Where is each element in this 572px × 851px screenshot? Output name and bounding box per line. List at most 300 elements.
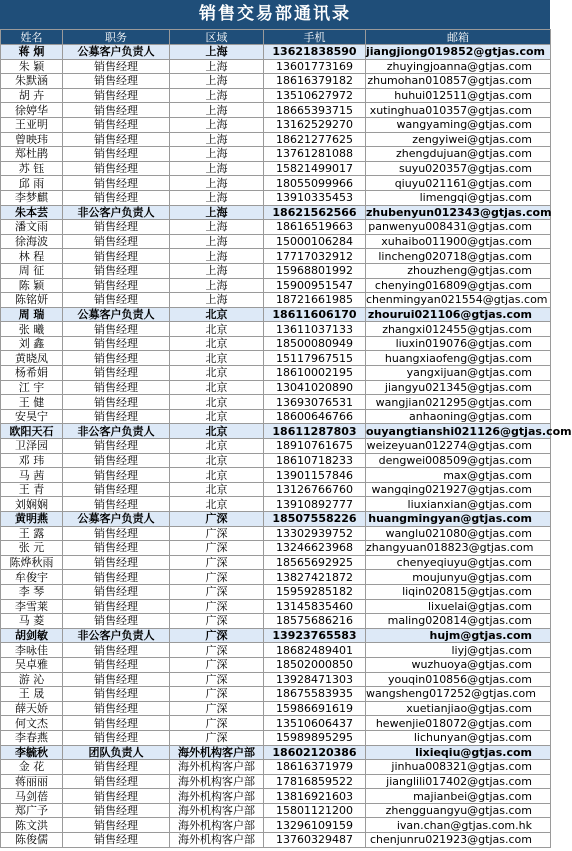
- cell-phone: 15968801992: [264, 263, 366, 278]
- table-row: [1, 220, 551, 235]
- cell-email[interactable]: wangyaming@gtjas.com: [366, 117, 551, 132]
- table-row: [1, 409, 551, 424]
- cell-name: 王 健: [1, 395, 63, 410]
- cell-email[interactable]: ivan.chan@gtjas.com.hk: [366, 818, 551, 833]
- table-row: [1, 774, 551, 789]
- cell-name: 马剑蓓: [1, 789, 63, 804]
- cell-email[interactable]: zhengguangyu@gtjas.com: [366, 803, 551, 818]
- cell-email[interactable]: zhumohan010857@gtjas.com: [366, 74, 551, 89]
- header-name: 姓名: [1, 30, 63, 45]
- cell-name: 王 青: [1, 482, 63, 497]
- cell-email[interactable]: wuzhuoya@gtjas.com: [366, 657, 551, 672]
- cell-title: 销售经理: [63, 584, 170, 599]
- cell-phone: 13827421872: [264, 570, 366, 585]
- header-email: 邮箱: [366, 30, 551, 45]
- cell-name: 陈 颖: [1, 278, 63, 293]
- cell-name: 李咏佳: [1, 643, 63, 658]
- table-row: [1, 789, 551, 804]
- cell-name: 曾映玮: [1, 132, 63, 147]
- cell-phone: 18621562566: [264, 205, 366, 220]
- cell-region: 上海: [170, 190, 264, 205]
- cell-title: 公募客户负责人: [63, 307, 170, 322]
- cell-email[interactable]: maling020814@gtjas.com: [366, 614, 551, 629]
- cell-region: 北京: [170, 322, 264, 337]
- cell-email[interactable]: chenmingyan021554@gtjas.com: [366, 293, 551, 308]
- cell-region: 上海: [170, 263, 264, 278]
- cell-title: 销售经理: [63, 220, 170, 235]
- table-row: [1, 351, 551, 366]
- cell-email[interactable]: zhubenyun012343@gtjas.com: [366, 205, 552, 219]
- cell-email[interactable]: chenyeqiuyu@gtjas.com: [366, 555, 551, 570]
- cell-phone: 13910892777: [264, 497, 366, 512]
- cell-title: 非公客户负责人: [63, 424, 170, 439]
- table-row: [1, 570, 551, 585]
- cell-title: 销售经理: [63, 322, 170, 337]
- cell-email[interactable]: liqin020815@gtjas.com: [366, 584, 551, 599]
- cell-title: 销售经理: [63, 351, 170, 366]
- cell-name: 陈烨秋雨: [1, 555, 63, 570]
- cell-name: 朱本芸: [1, 205, 63, 220]
- cell-region: 广深: [170, 526, 264, 541]
- cell-region: 广深: [170, 599, 264, 614]
- cell-phone: 18616371979: [264, 760, 366, 775]
- cell-email[interactable]: xuetianjiao@gtjas.com: [366, 701, 551, 716]
- cell-email[interactable]: zhourui021106@gtjas.com: [366, 307, 551, 322]
- cell-region: 北京: [170, 497, 264, 512]
- cell-name: 马 菱: [1, 614, 63, 629]
- table-row: [1, 818, 551, 833]
- cell-email[interactable]: lichunyan@gtjas.com: [366, 730, 551, 745]
- cell-region: 广深: [170, 730, 264, 745]
- cell-region: 上海: [170, 176, 264, 191]
- cell-name: 吴卓雅: [1, 657, 63, 672]
- cell-name: 李毓秋: [1, 745, 63, 760]
- cell-name: 蒋 炯: [1, 45, 63, 60]
- cell-title: 销售经理: [63, 88, 170, 103]
- cell-phone: 18610002195: [264, 366, 366, 381]
- cell-phone: 13302939752: [264, 526, 366, 541]
- cell-email[interactable]: zhangyuan018823@gtjas.com: [366, 541, 551, 556]
- table-row: [1, 322, 551, 337]
- cell-region: 上海: [170, 147, 264, 162]
- cell-region: 北京: [170, 409, 264, 424]
- cell-region: 上海: [170, 249, 264, 264]
- cell-name: 李梦麒: [1, 190, 63, 205]
- cell-name: 周 征: [1, 263, 63, 278]
- cell-name: 陈铭妍: [1, 293, 63, 308]
- cell-email[interactable]: liuxianxian@gtjas.com: [366, 497, 551, 512]
- cell-region: 广深: [170, 570, 264, 585]
- table-row: [1, 205, 551, 220]
- cell-email[interactable]: lixieqiu@gtjas.com: [366, 745, 551, 760]
- cell-title: 销售经理: [63, 818, 170, 833]
- cell-name: 张 曦: [1, 322, 63, 337]
- cell-phone: 13246623968: [264, 541, 366, 556]
- cell-phone: 18611287803: [264, 424, 366, 439]
- cell-phone: 13601773169: [264, 59, 366, 74]
- table-row: [1, 468, 551, 483]
- table-row: [1, 278, 551, 293]
- cell-name: 徐婷华: [1, 103, 63, 118]
- table-row: [1, 628, 551, 643]
- cell-phone: 18616379182: [264, 74, 366, 89]
- cell-region: 上海: [170, 161, 264, 176]
- cell-title: 非公客户负责人: [63, 628, 170, 643]
- cell-region: 上海: [170, 59, 264, 74]
- cell-title: 销售经理: [63, 161, 170, 176]
- cell-email[interactable]: moujunyu@gtjas.com: [366, 570, 551, 585]
- cell-region: 广深: [170, 687, 264, 702]
- cell-title: 销售经理: [63, 103, 170, 118]
- cell-title: 公募客户负责人: [63, 512, 170, 527]
- table-row: [1, 395, 551, 410]
- contact-table: [0, 29, 572, 848]
- cell-region: 上海: [170, 117, 264, 132]
- cell-phone: 17717032912: [264, 249, 366, 264]
- cell-name: 杨希娟: [1, 366, 63, 381]
- cell-phone: 13910335453: [264, 190, 366, 205]
- cell-title: 销售经理: [63, 657, 170, 672]
- cell-name: 王 露: [1, 526, 63, 541]
- table-row: [1, 366, 551, 381]
- cell-email[interactable]: yangxijuan@gtjas.com: [366, 366, 551, 381]
- cell-email[interactable]: xutinghua010357@gtjas.com: [366, 103, 551, 118]
- cell-name: 朱 颖: [1, 59, 63, 74]
- cell-phone: 13510627972: [264, 88, 366, 103]
- cell-email[interactable]: suyu020357@gtjas.com: [366, 161, 551, 176]
- cell-email[interactable]: jiangyu021345@gtjas.com: [366, 380, 551, 395]
- cell-email[interactable]: wangsheng017252@gtjas.com: [366, 687, 551, 702]
- cell-name: 朱默涵: [1, 74, 63, 89]
- cell-region: 北京: [170, 439, 264, 454]
- cell-region: 海外机构客户部: [170, 818, 264, 833]
- cell-name: 邱 雨: [1, 176, 63, 191]
- cell-name: 李 琴: [1, 584, 63, 599]
- cell-region: 上海: [170, 205, 264, 220]
- cell-region: 上海: [170, 45, 264, 60]
- cell-phone: 18665393715: [264, 103, 366, 118]
- cell-title: 销售经理: [63, 570, 170, 585]
- cell-region: 上海: [170, 293, 264, 308]
- cell-title: 销售经理: [63, 132, 170, 147]
- cell-email[interactable]: liyj@gtjas.com: [366, 643, 551, 658]
- table-row: [1, 760, 551, 775]
- header-title: 职务: [63, 30, 170, 45]
- cell-email[interactable]: jinhua008321@gtjas.com: [366, 760, 551, 775]
- cell-phone: 17816859522: [264, 774, 366, 789]
- cell-title: 销售经理: [63, 263, 170, 278]
- cell-email[interactable]: limengqi@gtjas.com: [366, 190, 551, 205]
- cell-email[interactable]: wanglu021080@gtjas.com: [366, 526, 551, 541]
- cell-phone: 13041020890: [264, 380, 366, 395]
- table-row: [1, 424, 551, 439]
- cell-name: 苏 钰: [1, 161, 63, 176]
- cell-email[interactable]: dengwei008509@gtjas.com: [366, 453, 551, 468]
- cell-phone: 15989895295: [264, 730, 366, 745]
- cell-phone: 15117967515: [264, 351, 366, 366]
- cell-region: 广深: [170, 701, 264, 716]
- header-row: [1, 30, 551, 45]
- cell-email[interactable]: ouyangtianshi021126@gtjas.com: [366, 424, 572, 438]
- cell-region: 北京: [170, 482, 264, 497]
- cell-region: 北京: [170, 380, 264, 395]
- cell-region: 广深: [170, 643, 264, 658]
- cell-region: 广深: [170, 672, 264, 687]
- cell-region: 广深: [170, 541, 264, 556]
- cell-name: 刘娴娴: [1, 497, 63, 512]
- table-row: [1, 482, 551, 497]
- cell-region: 北京: [170, 395, 264, 410]
- cell-phone: 18602120386: [264, 745, 366, 760]
- table-row: [1, 293, 551, 308]
- cell-region: 海外机构客户部: [170, 745, 264, 760]
- cell-email[interactable]: zhangxi012455@gtjas.com: [366, 322, 551, 337]
- table-row: [1, 526, 551, 541]
- cell-name: 卫泽园: [1, 439, 63, 454]
- cell-email[interactable]: chenjunru021923@gtjas.com: [366, 833, 551, 848]
- cell-phone: 18611606170: [264, 307, 366, 322]
- cell-email[interactable]: wangqing021927@gtjas.com: [366, 482, 551, 497]
- cell-title: 销售经理: [63, 74, 170, 89]
- cell-region: 海外机构客户部: [170, 789, 264, 804]
- cell-title: 团队负责人: [63, 745, 170, 760]
- cell-region: 上海: [170, 103, 264, 118]
- cell-title: 销售经理: [63, 643, 170, 658]
- cell-region: 广深: [170, 555, 264, 570]
- cell-title: 销售经理: [63, 687, 170, 702]
- cell-email[interactable]: zhengdujuan@gtjas.com: [366, 147, 551, 162]
- cell-phone: 18502000850: [264, 657, 366, 672]
- table-row: [1, 45, 551, 60]
- table-row: [1, 59, 551, 74]
- cell-title: 销售经理: [63, 716, 170, 731]
- cell-name: 薛天娇: [1, 701, 63, 716]
- table-row: [1, 584, 551, 599]
- cell-phone: 18500080949: [264, 336, 366, 351]
- cell-name: 陈文洪: [1, 818, 63, 833]
- cell-title: 销售经理: [63, 366, 170, 381]
- cell-phone: 18682489401: [264, 643, 366, 658]
- cell-title: 销售经理: [63, 526, 170, 541]
- cell-phone: 13621838590: [264, 45, 366, 60]
- cell-name: 何文杰: [1, 716, 63, 731]
- cell-title: 销售经理: [63, 730, 170, 745]
- cell-name: 蒋丽丽: [1, 774, 63, 789]
- table-row: [1, 833, 551, 848]
- cell-phone: 13816921603: [264, 789, 366, 804]
- header-phone: 手机: [264, 30, 366, 45]
- table-row: [1, 234, 551, 249]
- cell-email[interactable]: xuhaibo011900@gtjas.com: [366, 234, 551, 249]
- table-row: [1, 117, 551, 132]
- cell-title: 销售经理: [63, 555, 170, 570]
- cell-email[interactable]: jiangjiong019852@gtjas.com: [366, 45, 551, 60]
- cell-title: 销售经理: [63, 789, 170, 804]
- cell-phone: 18675583935: [264, 687, 366, 702]
- cell-name: 黄明燕: [1, 512, 63, 527]
- cell-title: 公募客户负责人: [63, 45, 170, 60]
- cell-phone: 15821499017: [264, 161, 366, 176]
- cell-name: 张 元: [1, 541, 63, 556]
- cell-title: 销售经理: [63, 190, 170, 205]
- cell-title: 非公客户负责人: [63, 205, 170, 220]
- table-row: [1, 672, 551, 687]
- cell-email[interactable]: chenying016809@gtjas.com: [366, 278, 551, 293]
- cell-title: 销售经理: [63, 541, 170, 556]
- cell-email[interactable]: huangmingyan@gtjas.com: [366, 512, 551, 527]
- cell-phone: 13296109159: [264, 818, 366, 833]
- cell-name: 牟俊宇: [1, 570, 63, 585]
- cell-phone: 13510606437: [264, 716, 366, 731]
- cell-email[interactable]: anhaoning@gtjas.com: [366, 409, 551, 424]
- cell-title: 销售经理: [63, 409, 170, 424]
- cell-email[interactable]: jianglili017402@gtjas.com: [366, 774, 551, 789]
- cell-name: 游 沁: [1, 672, 63, 687]
- table-row: [1, 716, 551, 731]
- cell-name: 邓 玮: [1, 453, 63, 468]
- cell-name: 郑广予: [1, 803, 63, 818]
- table-row: [1, 687, 551, 702]
- cell-phone: 13928471303: [264, 672, 366, 687]
- cell-email[interactable]: liuxin019076@gtjas.com: [366, 336, 551, 351]
- cell-email[interactable]: wangjian021295@gtjas.com: [366, 395, 551, 410]
- cell-region: 北京: [170, 307, 264, 322]
- cell-phone: 13693076531: [264, 395, 366, 410]
- cell-phone: 13611037133: [264, 322, 366, 337]
- cell-email[interactable]: huangxiaofeng@gtjas.com: [366, 351, 551, 366]
- cell-phone: 13760329487: [264, 833, 366, 848]
- cell-title: 销售经理: [63, 395, 170, 410]
- table-row: [1, 263, 551, 278]
- table-row: [1, 643, 551, 658]
- cell-title: 销售经理: [63, 468, 170, 483]
- cell-phone: 18610718233: [264, 453, 366, 468]
- cell-name: 李雪莱: [1, 599, 63, 614]
- cell-phone: 18910761675: [264, 439, 366, 454]
- cell-title: 销售经理: [63, 59, 170, 74]
- table-row: [1, 88, 551, 103]
- cell-title: 销售经理: [63, 760, 170, 775]
- cell-phone: 13145835460: [264, 599, 366, 614]
- cell-email[interactable]: panwenyu008431@gtjas.com: [366, 220, 551, 235]
- cell-email[interactable]: majianbei@gtjas.com: [366, 789, 551, 804]
- cell-title: 销售经理: [63, 672, 170, 687]
- cell-email[interactable]: zhuyingjoanna@gtjas.com: [366, 59, 551, 74]
- cell-title: 销售经理: [63, 439, 170, 454]
- table-row: [1, 103, 551, 118]
- cell-region: 上海: [170, 220, 264, 235]
- cell-title: 销售经理: [63, 497, 170, 512]
- cell-phone: 13901157846: [264, 468, 366, 483]
- cell-email[interactable]: lincheng020718@gtjas.com: [366, 249, 551, 264]
- cell-region: 海外机构客户部: [170, 833, 264, 848]
- table-row: [1, 439, 551, 454]
- cell-region: 广深: [170, 614, 264, 629]
- table-row: [1, 147, 551, 162]
- cell-title: 销售经理: [63, 380, 170, 395]
- table-row: [1, 380, 551, 395]
- cell-region: 上海: [170, 132, 264, 147]
- cell-title: 销售经理: [63, 803, 170, 818]
- cell-email[interactable]: qiuyu021161@gtjas.com: [366, 176, 551, 191]
- cell-phone: 15801121200: [264, 803, 366, 818]
- table-row: [1, 132, 551, 147]
- table-row: [1, 497, 551, 512]
- cell-region: 海外机构客户部: [170, 760, 264, 775]
- table-row: [1, 161, 551, 176]
- cell-title: 销售经理: [63, 482, 170, 497]
- cell-name: 徐海波: [1, 234, 63, 249]
- table-row: [1, 74, 551, 89]
- cell-phone: 18575686216: [264, 614, 366, 629]
- cell-phone: 18507558226: [264, 512, 366, 527]
- table-row: [1, 657, 551, 672]
- cell-phone: 15900951547: [264, 278, 366, 293]
- cell-name: 王 晟: [1, 687, 63, 702]
- cell-email[interactable]: zhouzheng@gtjas.com: [366, 263, 551, 278]
- cell-title: 销售经理: [63, 278, 170, 293]
- cell-name: 金 花: [1, 760, 63, 775]
- cell-name: 胡 卉: [1, 88, 63, 103]
- cell-title: 销售经理: [63, 234, 170, 249]
- cell-email[interactable]: lixuelai@gtjas.com: [366, 599, 551, 614]
- table-row: [1, 555, 551, 570]
- cell-email[interactable]: max@gtjas.com: [366, 468, 551, 483]
- table-row: [1, 336, 551, 351]
- cell-name: 林 程: [1, 249, 63, 264]
- cell-phone: 18721661985: [264, 293, 366, 308]
- table-row: [1, 541, 551, 556]
- cell-phone: 18600646766: [264, 409, 366, 424]
- page-title: 销售交易部通讯录: [0, 0, 550, 29]
- cell-email[interactable]: hewenjie018072@gtjas.com: [366, 716, 551, 731]
- cell-region: 北京: [170, 468, 264, 483]
- cell-name: 潘文雨: [1, 220, 63, 235]
- cell-region: 广深: [170, 512, 264, 527]
- table-row: [1, 730, 551, 745]
- cell-title: 销售经理: [63, 774, 170, 789]
- cell-email[interactable]: youqin010856@gtjas.com: [366, 672, 551, 687]
- cell-region: 上海: [170, 74, 264, 89]
- table-row: [1, 614, 551, 629]
- header-region: 区域: [170, 30, 264, 45]
- cell-email[interactable]: weizeyuan012274@gtjas.com: [366, 439, 551, 454]
- cell-region: 上海: [170, 88, 264, 103]
- table-row: [1, 176, 551, 191]
- cell-phone: 13761281088: [264, 147, 366, 162]
- cell-name: 欧阳天石: [1, 424, 63, 439]
- cell-name: 李春燕: [1, 730, 63, 745]
- cell-phone: 13923765583: [264, 628, 366, 643]
- cell-title: 销售经理: [63, 249, 170, 264]
- cell-title: 销售经理: [63, 614, 170, 629]
- cell-region: 北京: [170, 336, 264, 351]
- cell-name: 郑杜鹃: [1, 147, 63, 162]
- cell-email[interactable]: huhui012511@gtjas.com: [366, 88, 551, 103]
- cell-phone: 18621277625: [264, 132, 366, 147]
- cell-region: 北京: [170, 424, 264, 439]
- cell-email[interactable]: zengyiwei@gtjas.com: [366, 132, 551, 147]
- cell-title: 销售经理: [63, 701, 170, 716]
- cell-email[interactable]: hujm@gtjas.com: [366, 628, 551, 643]
- cell-region: 广深: [170, 716, 264, 731]
- cell-phone: 18616519663: [264, 220, 366, 235]
- cell-title: 销售经理: [63, 117, 170, 132]
- table-row: [1, 453, 551, 468]
- cell-title: 销售经理: [63, 147, 170, 162]
- cell-name: 陈俊儒: [1, 833, 63, 848]
- table-row: [1, 803, 551, 818]
